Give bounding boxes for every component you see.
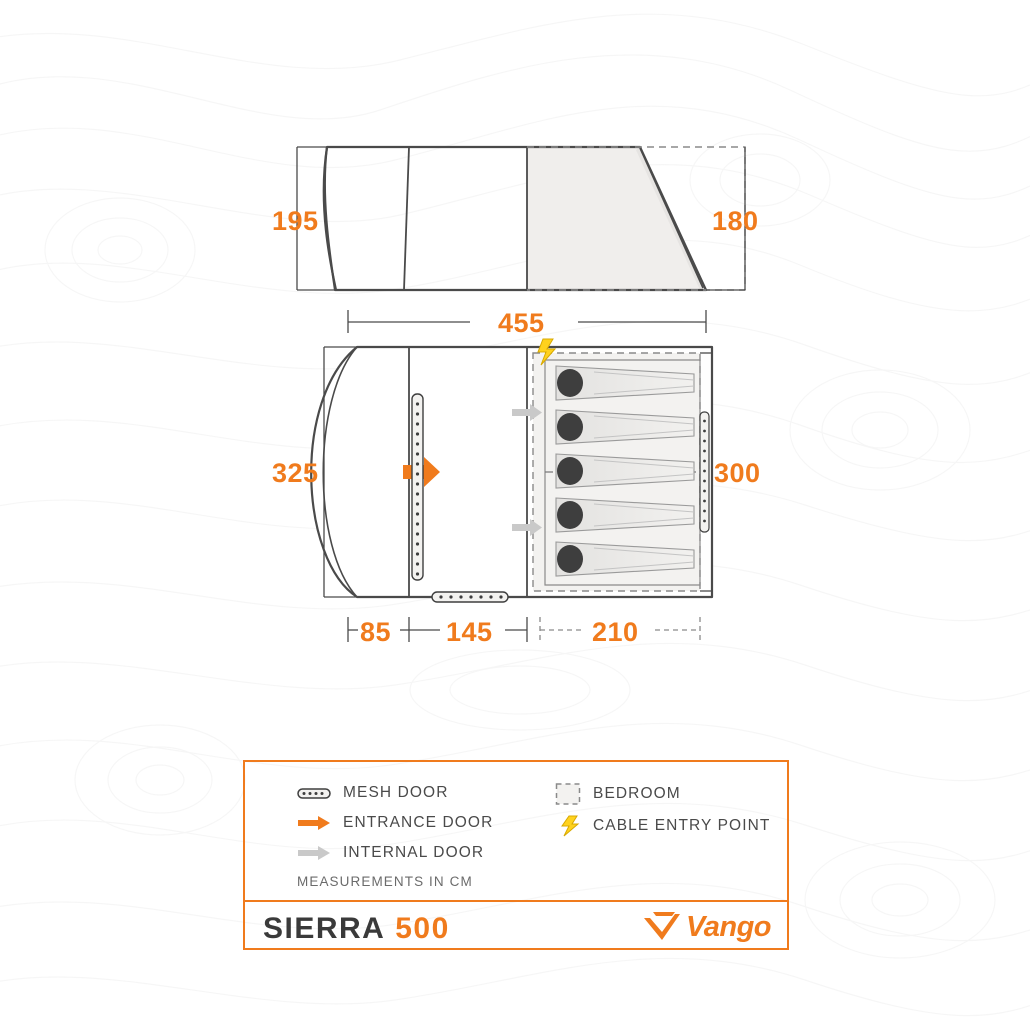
legend-label-mesh-door: MESH DOOR — [343, 784, 449, 801]
entrance-door-icon — [297, 815, 331, 831]
measurements-note: MEASUREMENTS IN CM — [297, 874, 473, 889]
legend-label-bedroom: BEDROOM — [593, 785, 681, 802]
legend-label-internal-door: INTERNAL DOOR — [343, 844, 485, 861]
plan-view — [311, 339, 712, 642]
dim-145: 145 — [446, 617, 493, 647]
dim-325: 325 — [272, 458, 319, 488]
mesh-door-horizontal — [432, 592, 508, 602]
bedroom-icon — [555, 782, 581, 806]
legend-item-bedroom — [555, 782, 681, 806]
legend-label-cable-entry: CABLE ENTRY POINT — [593, 817, 771, 834]
mesh-door-vertical — [412, 394, 423, 580]
cable-entry-point-icon — [555, 814, 581, 838]
side-elevation-view — [297, 147, 745, 290]
internal-door-icon — [297, 845, 331, 861]
legend-label-entrance-door: ENTRANCE DOOR — [343, 814, 494, 831]
product-name-brand: SIERRA — [263, 912, 386, 945]
legend-item-internal-door — [297, 844, 484, 862]
legend-divider — [245, 900, 787, 902]
dim-180: 180 — [712, 206, 759, 236]
brand-logo — [642, 910, 771, 944]
brand-name: Vango — [685, 910, 771, 943]
dim-455: 455 — [498, 308, 545, 338]
dim-210: 210 — [592, 617, 639, 647]
mesh-panel-bedroom-rear — [700, 412, 709, 532]
product-name — [263, 912, 450, 946]
legend-item-cable-entry — [555, 814, 770, 838]
mesh-door-icon — [297, 785, 331, 801]
dim-85: 85 — [360, 617, 392, 647]
product-name-number: 500 — [395, 912, 450, 945]
dim-300: 300 — [714, 458, 761, 488]
vango-chevron-icon — [642, 910, 682, 944]
legend-item-entrance-door — [297, 814, 493, 832]
legend-item-mesh-door — [297, 784, 449, 802]
legend-panel — [243, 760, 789, 950]
dim-195: 195 — [272, 206, 319, 236]
